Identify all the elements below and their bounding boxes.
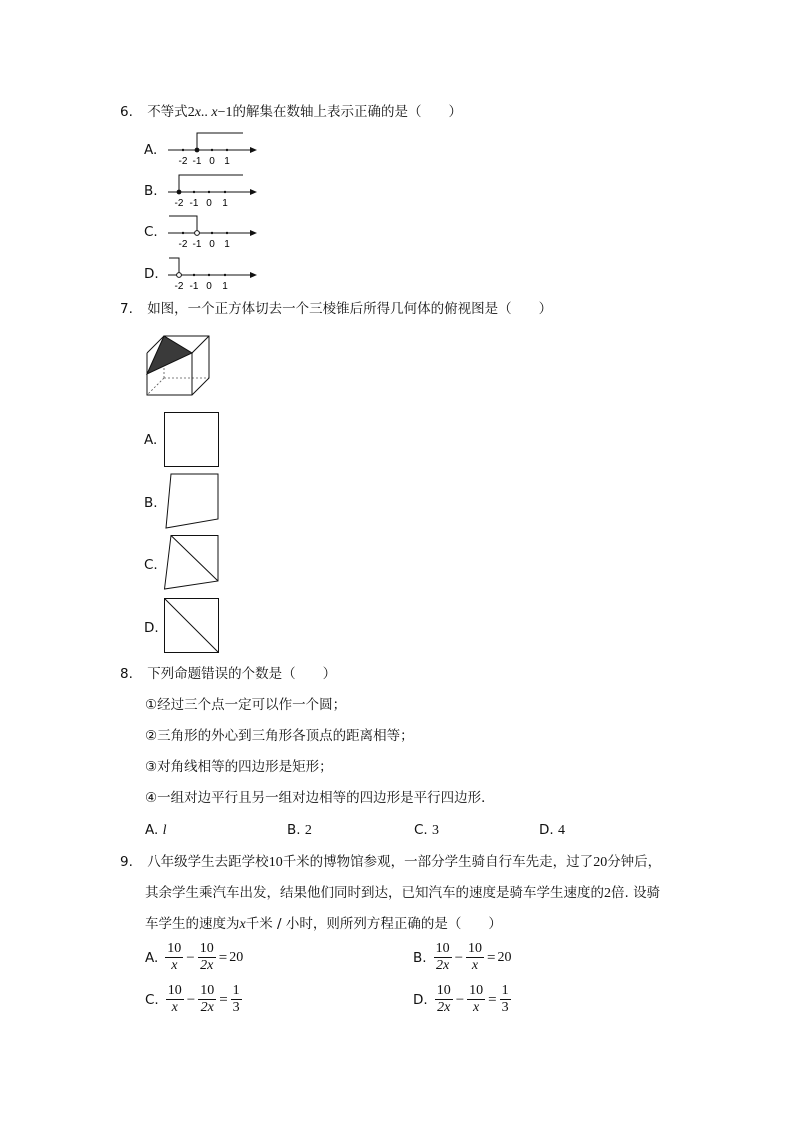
question-number: 8. bbox=[120, 666, 133, 682]
q7-option-c-figure bbox=[163, 534, 221, 592]
q6-option-c-label: C. bbox=[144, 224, 158, 240]
q9-option-b: B. $\frac{10}{2x}$ − $\frac{10}{x}$ = 20 bbox=[413, 941, 512, 973]
tick-label: 0 bbox=[209, 239, 215, 250]
fraction: $\frac{10}{2x}$ bbox=[435, 941, 450, 973]
q6-option-d-number-line bbox=[165, 255, 260, 293]
q8-option-d: D. 4 bbox=[539, 822, 565, 838]
tick-label: 0 bbox=[209, 156, 215, 167]
tick-label: 0 bbox=[206, 281, 212, 292]
q8-option-b: B. 2 bbox=[287, 822, 312, 838]
tick-label: 0 bbox=[206, 198, 212, 209]
q7-option-b-label: B. bbox=[144, 495, 158, 511]
q8-stem: 8. 下列命题错误的个数是（ ） bbox=[120, 666, 337, 682]
q9-stem-line1: 9. 八年级学生去距学校10千米的博物馆参观，一部分学生骑自行车先走，过了20分钟后， bbox=[120, 854, 662, 870]
q7-option-a-label: A. bbox=[144, 432, 158, 448]
q9-stem-line3: 车学生的速度为x千米 / 小时，则所列方程正确的是（ ） bbox=[145, 916, 502, 932]
q8-proposition-3: ③对角线相等的四边形是矩形； bbox=[145, 759, 333, 775]
q8-proposition-1: ①经过三个点一定可以作一个圆； bbox=[145, 697, 347, 713]
fraction: $\frac{1}{3}$ bbox=[232, 983, 240, 1015]
fraction: $\frac{10}{2x}$ bbox=[199, 941, 214, 973]
tick-label: -1 bbox=[189, 198, 199, 209]
q8-proposition-2: ②三角形的外心到三角形各顶点的距离相等； bbox=[145, 728, 414, 744]
tick-label: -2 bbox=[174, 281, 184, 292]
q6-option-c-number-line bbox=[165, 213, 260, 251]
q8-option-a: A. l bbox=[145, 822, 167, 838]
q7-option-a-figure bbox=[163, 411, 221, 469]
tick-label: -1 bbox=[192, 239, 202, 250]
q7-option-d-label: D. bbox=[144, 620, 159, 636]
q6-option-a-label: A. bbox=[144, 142, 158, 158]
q6-option-a-number-line bbox=[165, 130, 260, 168]
q7-option-d-figure bbox=[163, 597, 221, 655]
cube-figure bbox=[143, 332, 215, 400]
q9-option-a: A. $\frac{10}{x}$ − $\frac{10}{2x}$ = 20 bbox=[145, 941, 244, 973]
q8-proposition-4: ④一组对边平行且另一组对边相等的四边形是平行四边形． bbox=[145, 790, 495, 806]
tick-label: -1 bbox=[192, 156, 202, 167]
tick-label: 1 bbox=[224, 239, 230, 250]
tick-label: -2 bbox=[178, 239, 188, 250]
fraction: $\frac{10}{x}$ bbox=[167, 941, 182, 973]
tick-label: -2 bbox=[174, 198, 184, 209]
q6-option-d-label: D. bbox=[144, 266, 159, 282]
q8-option-c: C. 3 bbox=[414, 822, 440, 838]
q9-option-d: D. $\frac{10}{2x}$ − $\frac{10}{x}$ = $\frac{1}{3}$ bbox=[413, 983, 509, 1015]
q6-option-b-number-line bbox=[165, 172, 260, 210]
tick-label: 1 bbox=[224, 156, 230, 167]
question-number: 6. bbox=[120, 104, 133, 120]
q9-option-c: C. $\frac{10}{x}$ − $\frac{10}{2x}$ = $\frac{1}{3}$ bbox=[145, 983, 240, 1015]
q7-option-b-figure bbox=[163, 471, 221, 531]
q6-option-b-label: B. bbox=[144, 183, 158, 199]
fraction: $\frac{10}{2x}$ bbox=[200, 983, 215, 1015]
fraction: $\frac{10}{x}$ bbox=[468, 941, 483, 973]
tick-label: 1 bbox=[222, 281, 228, 292]
q9-stem-line2: 其余学生乘汽车出发，结果他们同时到达，已知汽车的速度是骑车学生速度的2倍. 设骑 bbox=[145, 885, 661, 901]
q7-stem: 7. 如图，一个正方体切去一个三棱锥后所得几何体的俯视图是（ ） bbox=[120, 301, 553, 317]
tick-label: 1 bbox=[222, 198, 228, 209]
fraction: $\frac{10}{x}$ bbox=[469, 983, 484, 1015]
tick-label: -2 bbox=[178, 156, 188, 167]
fraction: $\frac{10}{2x}$ bbox=[436, 983, 451, 1015]
fraction: $\frac{1}{3}$ bbox=[501, 983, 509, 1015]
q7-option-c-label: C. bbox=[144, 557, 158, 573]
q6-stem: 6. 不等式2x.. x−1的解集在数轴上表示正确的是（ ） bbox=[120, 104, 463, 120]
tick-label: -1 bbox=[189, 281, 199, 292]
question-number: 7. bbox=[120, 301, 133, 317]
question-number: 9. bbox=[120, 854, 133, 870]
fraction: $\frac{10}{x}$ bbox=[167, 983, 182, 1015]
